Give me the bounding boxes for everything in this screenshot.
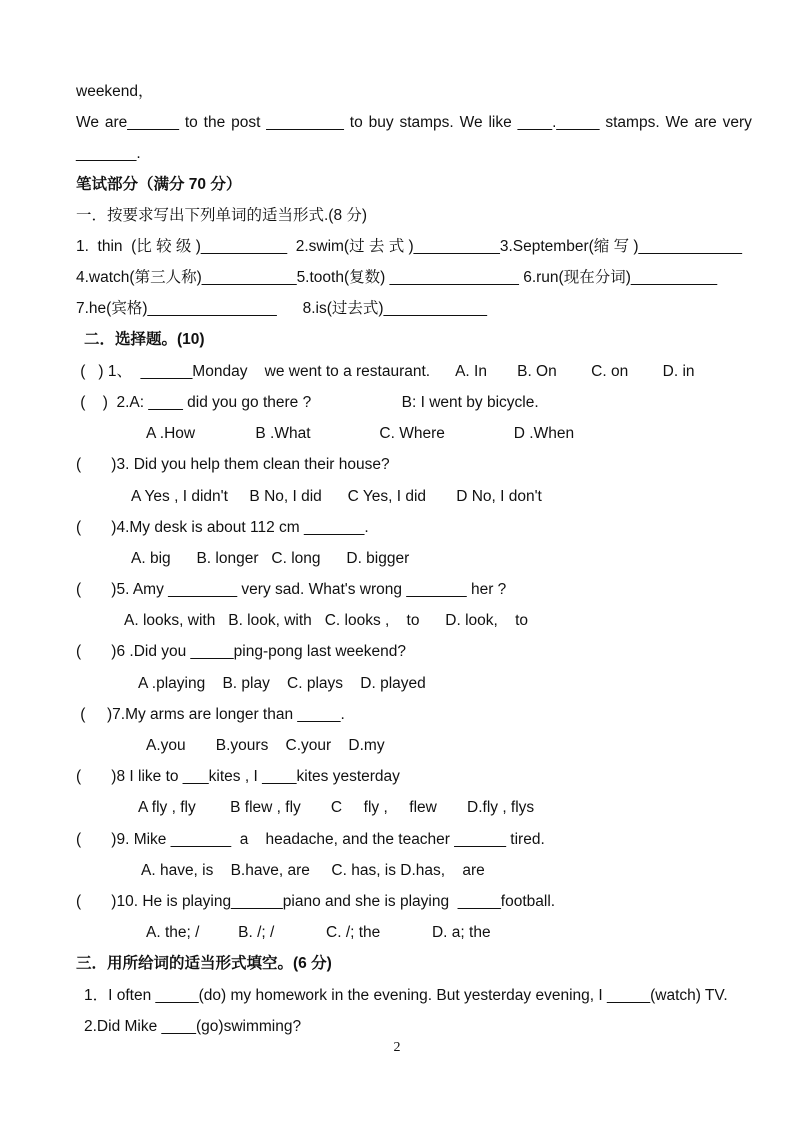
word: are bbox=[694, 114, 717, 131]
section2-heading: 二．选择题。(10) bbox=[84, 331, 205, 348]
word: buy bbox=[368, 114, 394, 131]
question-9-options: A. have, is B.have, are C. has, is D.has, are bbox=[141, 862, 485, 879]
word: very bbox=[722, 114, 752, 131]
word: We bbox=[665, 114, 689, 131]
question-8: ( )8 I like to ___kites , I ____kites yesterday bbox=[76, 768, 400, 785]
line-weekend: weekend， bbox=[76, 83, 154, 100]
word: stamps. bbox=[605, 114, 660, 131]
question-1: ( ) 1、 ______Monday we went to a restaurant. A. In B. On C. on D. in bbox=[76, 363, 695, 380]
question-7: ( )7.My arms are longer than _____. bbox=[76, 706, 345, 723]
section1-heading: 一．按要求写出下列单词的适当形式.(8 分) bbox=[76, 207, 368, 224]
word: the bbox=[203, 114, 226, 131]
word: to bbox=[184, 114, 198, 131]
question-3-options: A Yes , I didn't B No, I did C Yes, I did D No, I don't bbox=[131, 488, 542, 505]
question-5-options: A. looks, with B. look, with C. looks , to D. look, to bbox=[124, 612, 529, 629]
written-part-title: 笔试部分（满分 70 分） bbox=[76, 176, 242, 193]
line-we-are bbox=[76, 113, 752, 133]
section3-sentence-2: 2.Did Mike ____(go)swimming? bbox=[84, 1018, 302, 1035]
word: post bbox=[231, 114, 261, 131]
section1-row3: 7.he(宾格)_______________ 8.is(过去式)____________ bbox=[76, 300, 488, 317]
section3-sentence-1: 1．I often _____(do) my homework in the evening. But yesterday evening, I _____(watch) TV. bbox=[84, 987, 728, 1004]
question-2-options: A .How B .What C. Where D .When bbox=[146, 425, 575, 442]
section1-row1: 1. thin (比 较 级 )__________ 2.swim(过 去 式 )__________3.September(缩 写 )____________ bbox=[76, 238, 743, 255]
word: stamps. bbox=[399, 114, 454, 131]
question-7-options: A.you B.yours C.your D.my bbox=[146, 737, 385, 754]
section1-row2: 4.watch(第三人称)___________5.tooth(复数) _______________ 6.run(现在分词)__________ bbox=[76, 269, 718, 286]
line-blank-end: _______. bbox=[76, 145, 141, 162]
word: like bbox=[488, 114, 512, 131]
question-10: ( )10. He is playing______piano and she is playing _____football. bbox=[76, 893, 556, 910]
page-number: 2 bbox=[393, 1040, 401, 1055]
word: We bbox=[76, 114, 99, 131]
word: We bbox=[459, 114, 483, 131]
word: _________ bbox=[266, 114, 344, 131]
word: are______ bbox=[104, 114, 179, 131]
word: to bbox=[349, 114, 363, 131]
question-2: ( ) 2.A: ____ did you go there ? B: I went by bicycle. bbox=[76, 394, 539, 411]
question-9: ( )9. Mike _______ a headache, and the teacher ______ tired. bbox=[76, 831, 545, 848]
section3-heading: 三．用所给词的适当形式填空。(6 分) bbox=[76, 955, 332, 972]
question-3: ( )3. Did you help them clean their house? bbox=[76, 456, 390, 473]
question-10-options: A. the; / B. /; / C. /; the D. a; the bbox=[146, 924, 491, 941]
question-6: ( )6 .Did you _____ping-pong last weekend? bbox=[76, 643, 407, 660]
question-5: ( )5. Amy ________ very sad. What's wrong _______ her ? bbox=[76, 581, 507, 598]
word: ____._____ bbox=[517, 114, 600, 131]
question-4-options: A. big B. longer C. long D. bigger bbox=[131, 550, 410, 567]
question-8-options: A fly , fly B flew , fly C fly , flew D.fly , flys bbox=[138, 799, 535, 816]
question-4: ( )4.My desk is about 112 cm _______. bbox=[76, 519, 369, 536]
question-6-options: A .playing B. play C. plays D. played bbox=[138, 675, 426, 692]
